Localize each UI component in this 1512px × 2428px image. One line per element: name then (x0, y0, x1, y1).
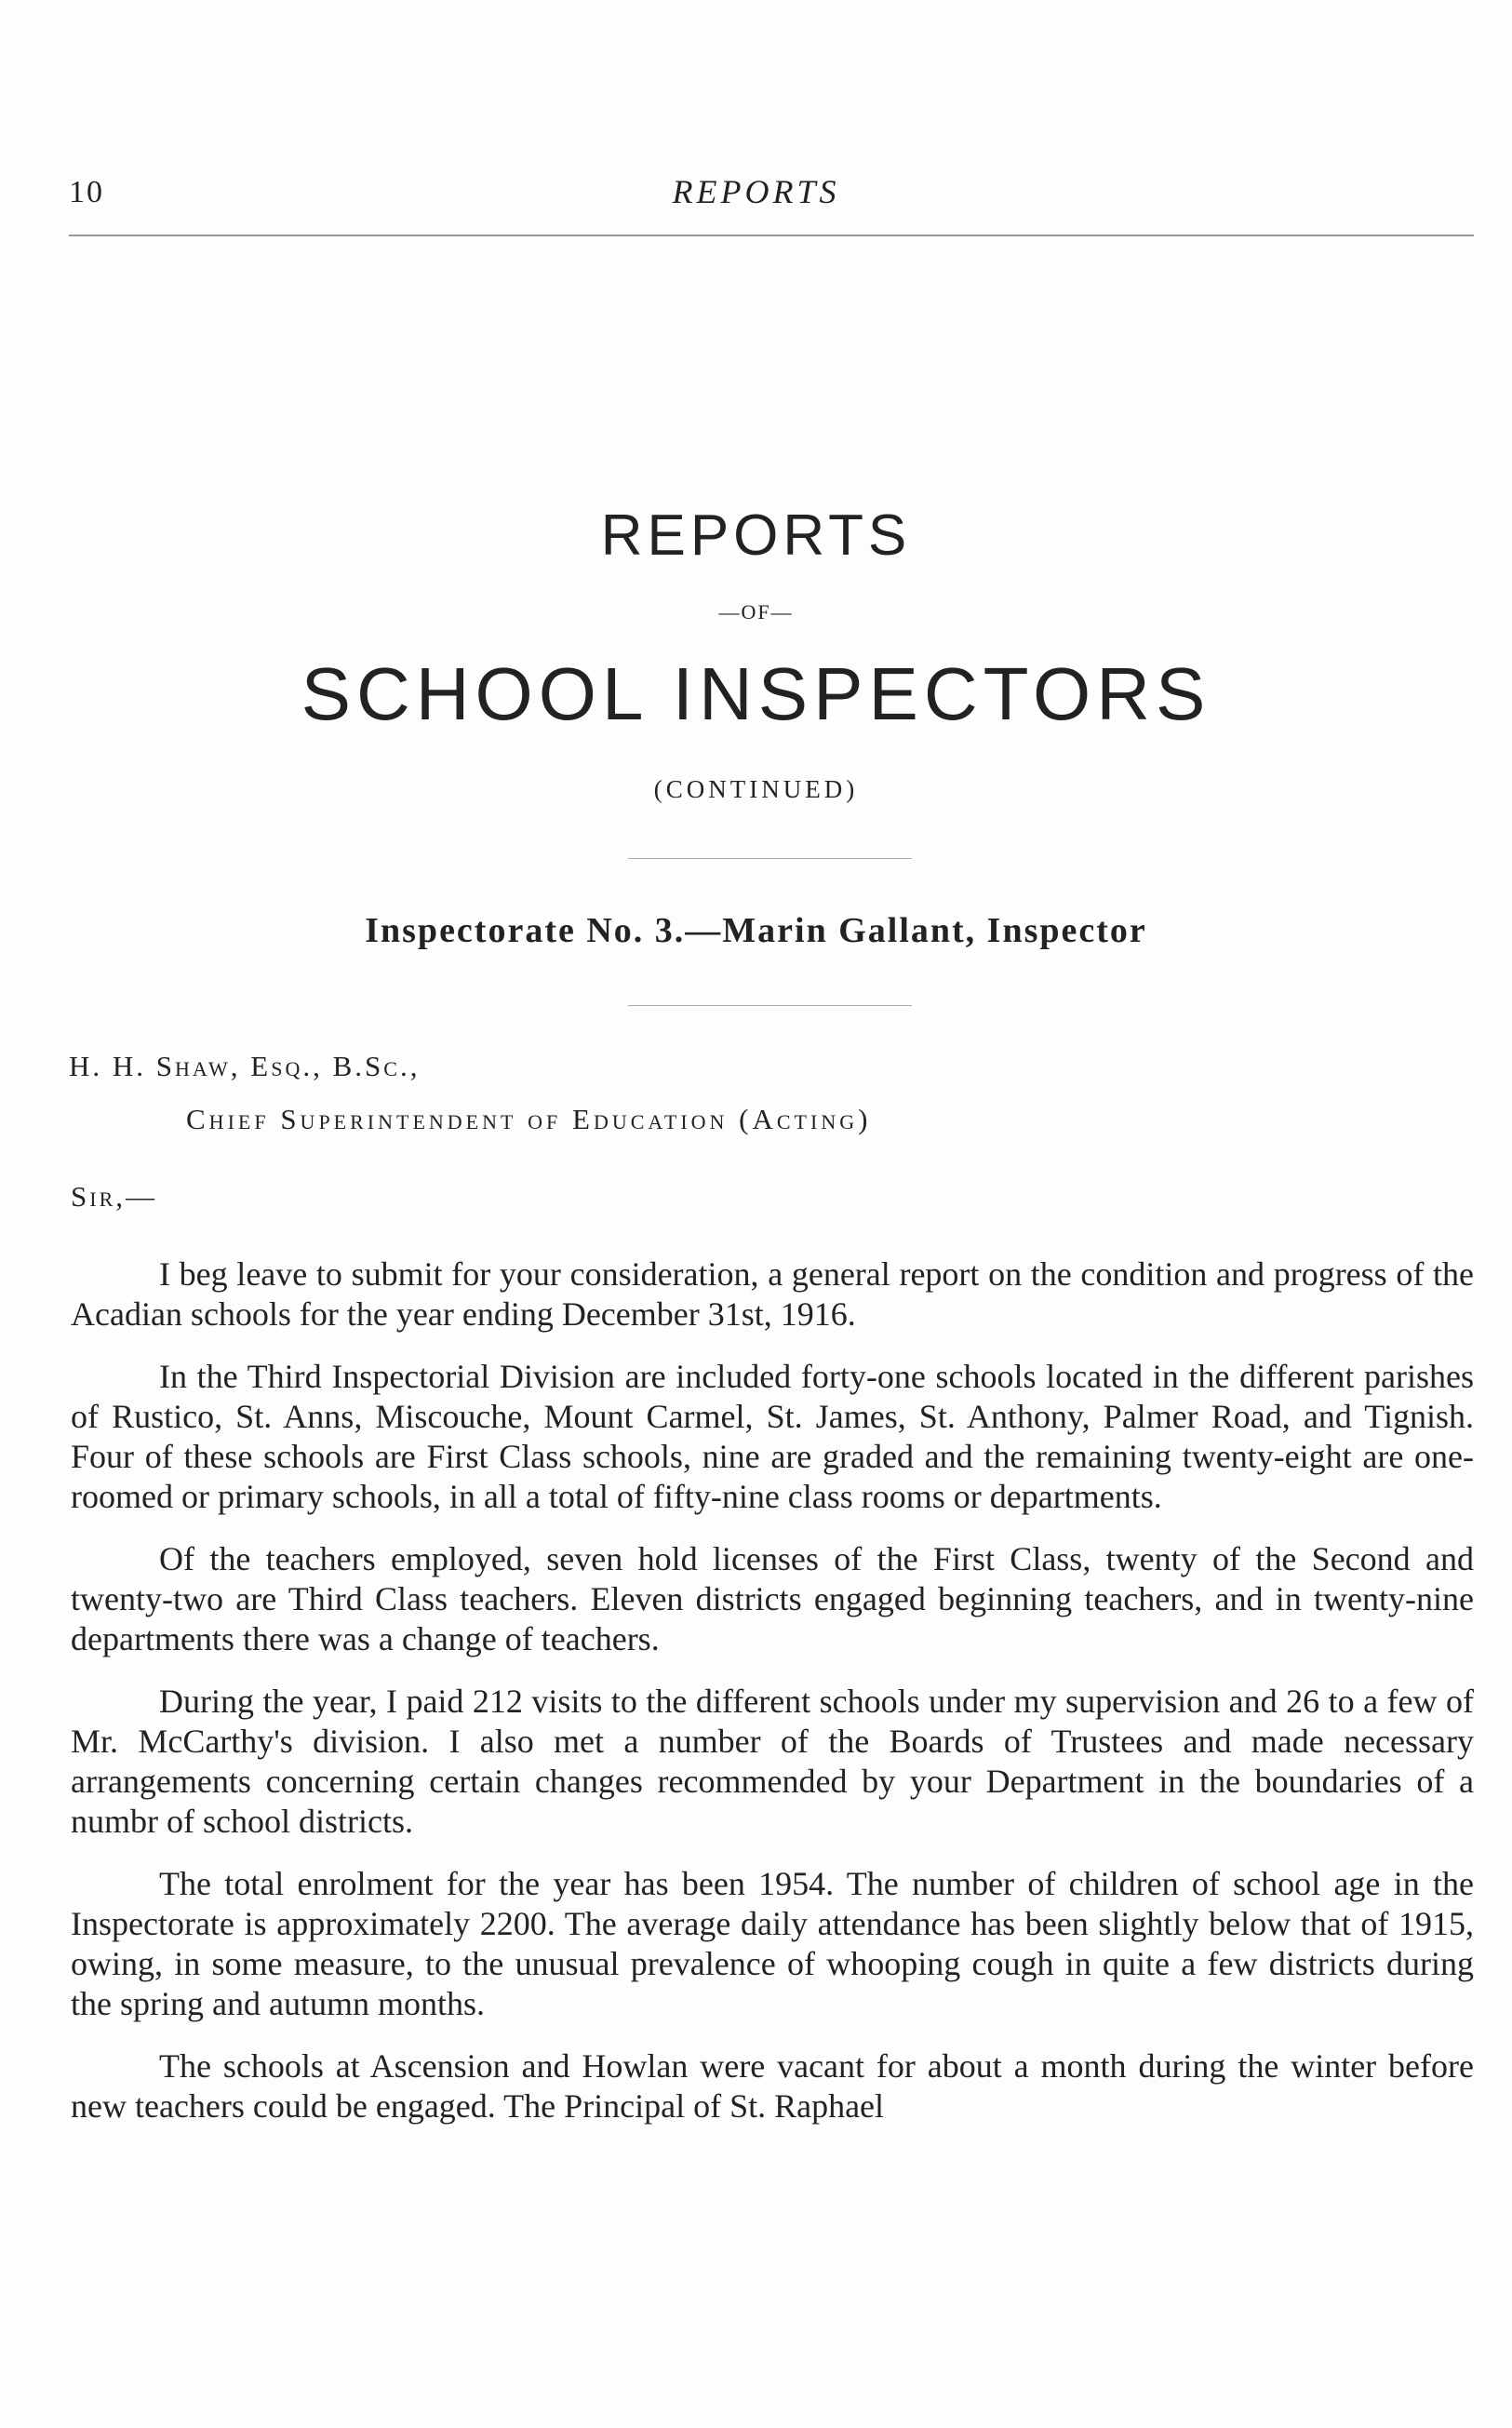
title-reports: REPORTS (600, 503, 912, 568)
paragraph: In the Third Inspectorial Division are included forty-one schools located in the different parishes of Rustico, St. Anns, Miscouche, Mount Carmel, St. James, St. Anthony, Palmer Road, and Tignish. Four of these schools are First Class schools, nine are graded and the remaining twenty-eight are one-roomed or primary schools, in all a total of fifty-nine class rooms or departments. (71, 1358, 1474, 1515)
paragraph: I beg leave to submit for your consideration, a general report on the condition and progress of the Acadian schools for the year ending December 31st, 1916. (71, 1255, 1474, 1333)
paragraph: The schools at Ascension and Howlan were vacant for about a month during the winter before new teachers could be engaged. The Principal of St. Raphael (71, 2047, 1474, 2125)
divider-rule-bottom (628, 1005, 912, 1006)
addressee-title: Chief Superintendent of Education (Acting) (186, 1103, 872, 1135)
paragraph: During the year, I paid 212 visits to the different schools under my supervision and 26 to a few of Mr. McCarthy's division. I also met a number of the Boards of Trustees and made necessary arrangements concerning certain changes recommended by your Department in the boundaries of a numbr of school districts. (71, 1683, 1474, 1840)
title-school-inspectors: SCHOOL INSPECTORS (301, 652, 1211, 735)
salutation: Sir,— (71, 1180, 157, 1213)
addressee-name: H. H. Shaw, Esq., B.Sc., (69, 1050, 421, 1082)
section-heading: Inspectorate No. 3.—Marin Gallant, Inspector (365, 911, 1147, 950)
divider-rule-top (628, 858, 912, 859)
paragraph: Of the teachers employed, seven hold licenses of the First Class, twenty of the Second and twenty-two are Third Class teachers. Eleven districts engaged beginning teachers, and in twenty-nine departments there was a change of teachers. (71, 1540, 1474, 1657)
title-continued: (CONTINUED) (653, 775, 859, 803)
paragraph: The total enrolment for the year has been 1954. The number of children of school age in the Inspectorate is approximately 2200. The average daily attendance has been slightly below that of 1915, owing, in some measure, to the unusual prevalence of whooping cough in quite a few districts during the spring and autumn months. (71, 1865, 1474, 2022)
title-of: —OF— (718, 600, 794, 624)
report-body (71, 1254, 1474, 2149)
running-head: REPORTS (672, 173, 840, 210)
header-rule (69, 235, 1474, 236)
page-number: 10 (69, 175, 104, 209)
